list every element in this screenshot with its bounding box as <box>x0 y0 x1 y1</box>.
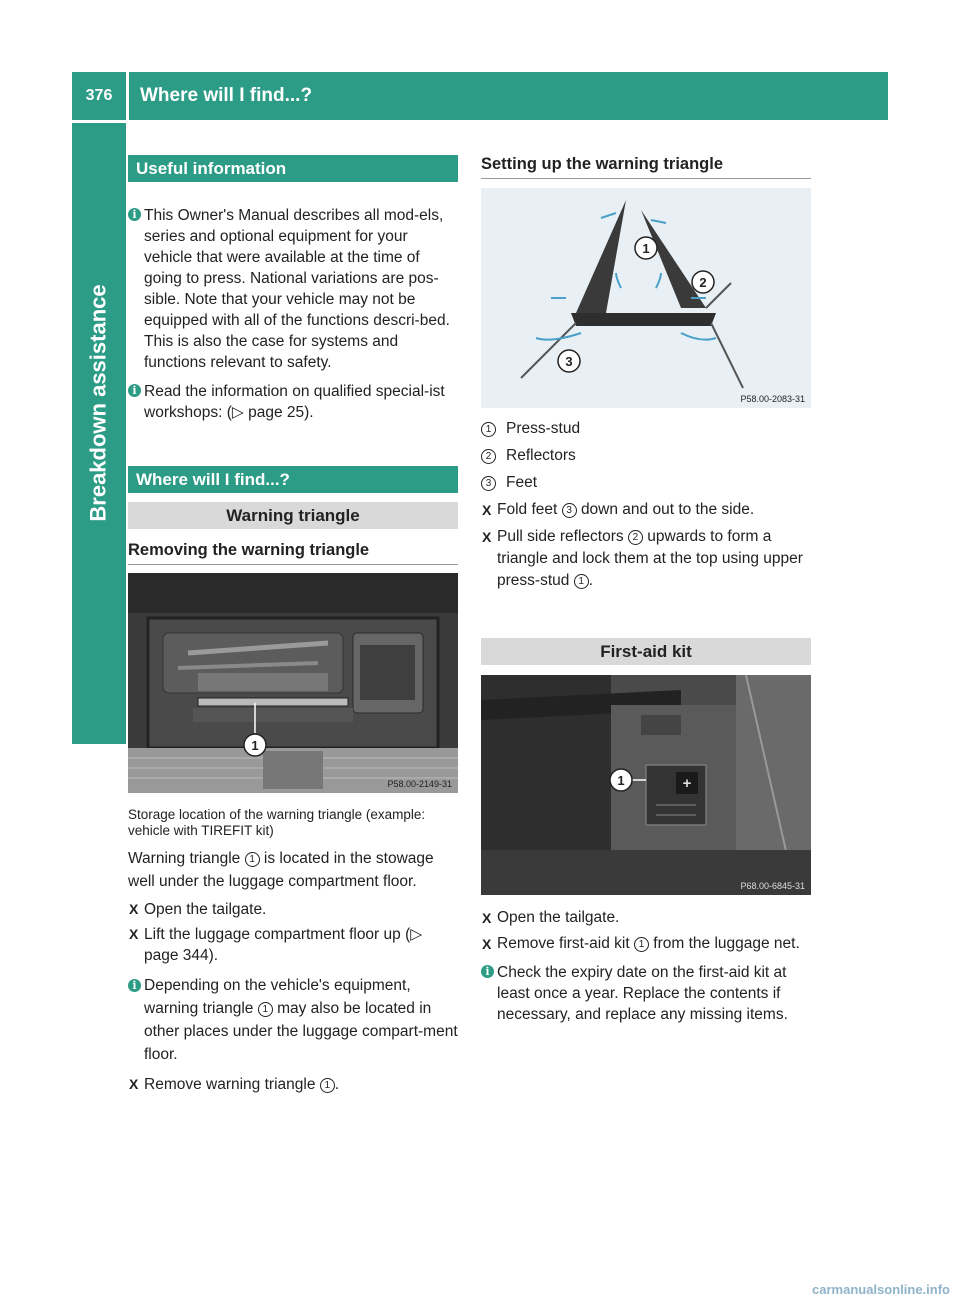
step-marker: X <box>129 1076 139 1092</box>
warning-triangle-heading: Warning triangle <box>128 502 458 529</box>
first-aid-kit-image <box>481 675 811 895</box>
side-tab-label-wrap <box>72 123 126 683</box>
step-lift-floor <box>128 924 458 966</box>
legend-item <box>481 418 811 440</box>
warning-triangle-storage-image <box>128 573 458 793</box>
triangle-setup-image <box>481 188 811 408</box>
image-code: P58.00-2083-31 <box>740 394 805 404</box>
step-text: Fold feet <box>497 501 558 518</box>
callout-2-label: 2 <box>699 275 707 290</box>
page-number: 376 <box>85 87 113 104</box>
info3-b: may also be located in other places under the luggage compart-ment floor. <box>144 1000 458 1063</box>
info-note-1-text: This Owner's Manual describes all mod-els, series and optional equipment for your vehicle that were available at the time of going to press. National variations are pos-sible. Note that your vehicle may not be equipped with all of the functions descri-bed. This is also the case for systems and functions relevant to safety. <box>144 207 450 371</box>
step-pull-reflectors <box>481 526 811 592</box>
step-text: upwards to form a triangle and lock them at the top using upper press-stud <box>497 528 803 589</box>
step-text: Open the tailgate. <box>144 901 267 918</box>
step-text: Remove first-aid kit <box>497 935 630 952</box>
step-open-tailgate <box>128 899 458 920</box>
para-b: is located in the stowage well under the luggage compartment floor. <box>128 850 434 890</box>
left-column-body <box>128 807 458 1099</box>
ref-num: 1 <box>320 1078 335 1093</box>
step-marker: X <box>129 901 139 917</box>
info-note-2 <box>128 381 458 423</box>
right-column-first-aid <box>481 907 811 1033</box>
legend-num: 1 <box>481 422 496 437</box>
info-note-first-aid <box>481 962 811 1025</box>
para-a: Warning triangle <box>128 850 241 867</box>
right-column-steps <box>481 418 811 596</box>
watermark: carmanualsonline.info <box>812 1282 950 1297</box>
info-note-3 <box>128 974 458 1066</box>
page-title: Where will I find...? <box>140 85 313 106</box>
legend-label: Reflectors <box>506 447 576 464</box>
callout-1-label: 1 <box>642 241 650 256</box>
image-code: P68.00-6845-31 <box>740 881 805 891</box>
side-tab-marker <box>72 690 126 744</box>
legend-num: 3 <box>481 476 496 491</box>
info-icon: i <box>128 979 141 992</box>
useful-info-heading: Useful information <box>128 155 458 182</box>
step-text: Remove warning triangle <box>144 1076 316 1093</box>
side-tab-label: Breakdown assistance <box>86 284 112 522</box>
where-heading: Where will I find...? <box>128 466 458 493</box>
ref-num: 3 <box>562 503 577 518</box>
info-icon: i <box>481 965 494 978</box>
image-caption: Storage location of the warning triangle (example: vehicle with TIREFIT kit) <box>128 807 426 838</box>
step-text: from the luggage net. <box>653 935 800 952</box>
step-remove-kit <box>481 933 811 955</box>
heading-rule <box>481 178 811 179</box>
info-icon: i <box>128 384 141 397</box>
callout-3-label: 3 <box>565 354 573 369</box>
step-remove-triangle <box>128 1074 458 1095</box>
step-marker: X <box>482 502 492 518</box>
step-marker: X <box>482 936 492 952</box>
step-text[interactable]: Lift the luggage compartment floor up (▷ page 344). <box>144 926 423 964</box>
callout-1-label: 1 <box>617 773 625 788</box>
info-note-text: Check the expiry date on the first-aid kit at least once a year. Replace the contents if necessary, and replace any missing items. <box>497 964 788 1023</box>
ref-num: 1 <box>245 852 260 867</box>
step-text: down and out to the side. <box>580 501 755 518</box>
step-marker: X <box>482 910 492 926</box>
ref-num: 1 <box>574 574 589 589</box>
ref-num: 1 <box>634 937 649 952</box>
image-code: P58.00-2149-31 <box>387 779 452 789</box>
step-marker: X <box>129 926 139 942</box>
svg-text:+: + <box>682 775 692 792</box>
info3-a: Depending on the vehicle's equipment, warning triangle <box>144 977 411 1017</box>
callout-1-label: 1 <box>251 738 259 753</box>
setup-heading: Setting up the warning triangle <box>481 155 724 173</box>
ref-num: 1 <box>258 1002 273 1017</box>
first-aid-heading: First-aid kit <box>481 638 811 665</box>
step-marker: X <box>482 529 492 545</box>
info-icon: i <box>128 208 141 221</box>
legend-num: 2 <box>481 449 496 464</box>
legend-label: Press-stud <box>506 420 581 437</box>
step-end: . <box>588 572 593 589</box>
header-divider <box>126 72 129 120</box>
step-end: . <box>334 1076 340 1093</box>
step-text: Pull side reflectors <box>497 528 624 545</box>
heading-rule <box>128 564 458 565</box>
info-note-1 <box>128 205 458 373</box>
legend-label: Feet <box>506 474 538 491</box>
info-note-2-text[interactable]: Read the information on qualified special-ist workshops: (▷ page 25). <box>144 383 445 421</box>
step-fold-feet <box>481 499 811 521</box>
step-text: Open the tailgate. <box>497 909 620 926</box>
legend-item <box>481 472 811 494</box>
removing-heading: Removing the warning triangle <box>128 541 370 559</box>
para-warning-triangle <box>128 847 458 893</box>
legend-item <box>481 445 811 467</box>
step-open-tailgate <box>481 907 811 929</box>
ref-num: 2 <box>628 530 643 545</box>
left-column-top <box>128 205 458 431</box>
